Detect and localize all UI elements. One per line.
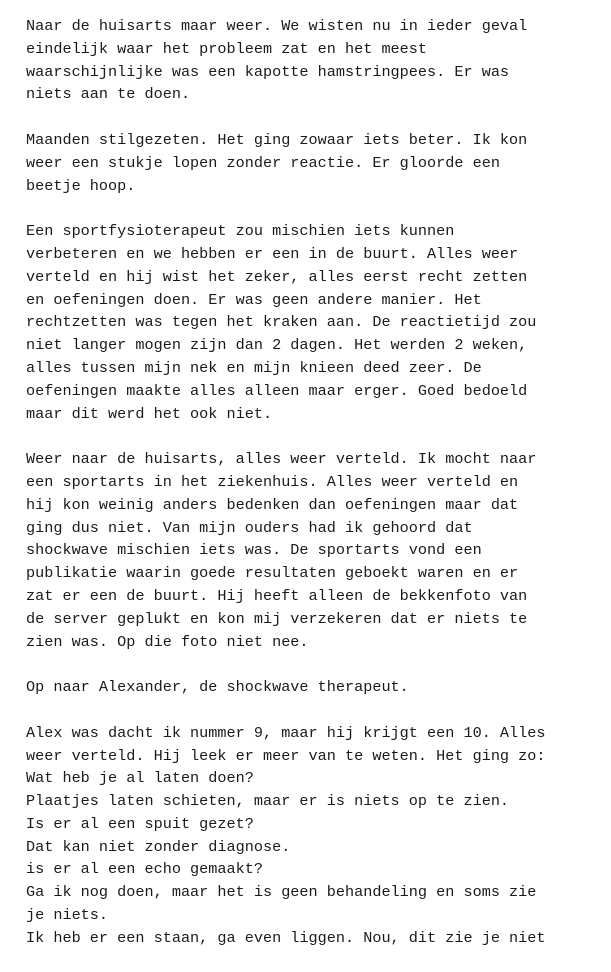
paragraph-4 [26,448,611,653]
text-line: en oefeningen doen. Er was geen andere manier. Het [26,290,482,309]
paragraph-5 [26,676,611,699]
text-line: Naar de huisarts maar weer. We wisten nu in ieder geval [26,17,528,35]
text-line: alles tussen mijn nek en mijn knieen deed zeer. De [26,358,482,377]
text-line: zien was. Op die foto niet nee. [26,632,309,651]
text-line: Alex was dacht ik nummer 9, maar hij krijgt een 10. Alles [26,723,546,742]
text-line: Wat heb je al laten doen? [26,769,254,788]
text-line: Een sportfysioterapeut zou mischien iets kunnen [26,222,455,241]
paragraph-2 [26,129,611,197]
text-line: publikatie waarin goede resultaten geboekt waren en er [26,564,519,583]
text-line: niets aan te doen. [26,85,191,104]
text-line: zat er een de buurt. Hij heeft alleen de bekkenfoto van [26,586,528,605]
text-line: beetje hoop. [26,176,136,195]
paragraph-6 [26,722,611,950]
text-line: waarschijnlijke was een kapotte hamstringpees. Er was [26,62,510,81]
text-line: rechtzetten was tegen het kraken aan. De reactietijd zou [26,313,537,332]
text-line: Ik heb er een staan, ga even liggen. Nou, dit zie je niet [26,928,546,947]
text-line: Weer naar de huisarts, alles weer verteld. Ik mocht naar [26,450,537,469]
text-line: Ga ik nog doen, maar het is geen behandeling en soms zie [26,883,537,902]
text-line: verteld en hij wist het zeker, alles eerst recht zetten [26,267,528,286]
text-line: is er al een echo gemaakt? [26,860,263,879]
text-line: de server geplukt en kon mij verzekeren dat er niets te [26,609,528,628]
text-line: oefeningen maakte alles alleen maar erger. Goed bedoeld [26,381,528,400]
text-line: Maanden stilgezeten. Het ging zowaar iets beter. Ik kon [26,130,528,149]
text-line: Op naar Alexander, de shockwave therapeut. [26,678,409,697]
text-line: een sportarts in het ziekenhuis. Alles weer verteld en [26,472,519,491]
text-line: eindelijk waar het probleem zat en het meest [26,39,428,58]
paragraph-1 [26,15,611,106]
text-line: Is er al een spuit gezet? [26,814,254,833]
text-line: shockwave mischien iets was. De sportarts vond een [26,541,482,560]
text-line: maar dit werd het ook niet. [26,404,273,423]
text-line: weer verteld. Hij leek er meer van te weten. Het ging zo: [26,746,546,765]
text-line: weer een stukje lopen zonder reactie. Er gloorde een [26,153,500,172]
text-line: ging dus niet. Van mijn ouders had ik gehoord dat [26,518,473,537]
text-line: je niets. [26,906,109,925]
text-line: verbeteren en we hebben er een in de buurt. Alles weer [26,244,519,263]
text-line: niet langer mogen zijn dan 2 dagen. Het werden 2 weken, [26,336,528,355]
text-line: Plaatjes laten schieten, maar er is niets op te zien. [26,792,510,811]
text-line: hij kon weinig anders bedenken dan oefeningen maar dat [26,495,519,514]
text-line: Dat kan niet zonder diagnose. [26,837,291,856]
paragraph-3 [26,220,611,425]
